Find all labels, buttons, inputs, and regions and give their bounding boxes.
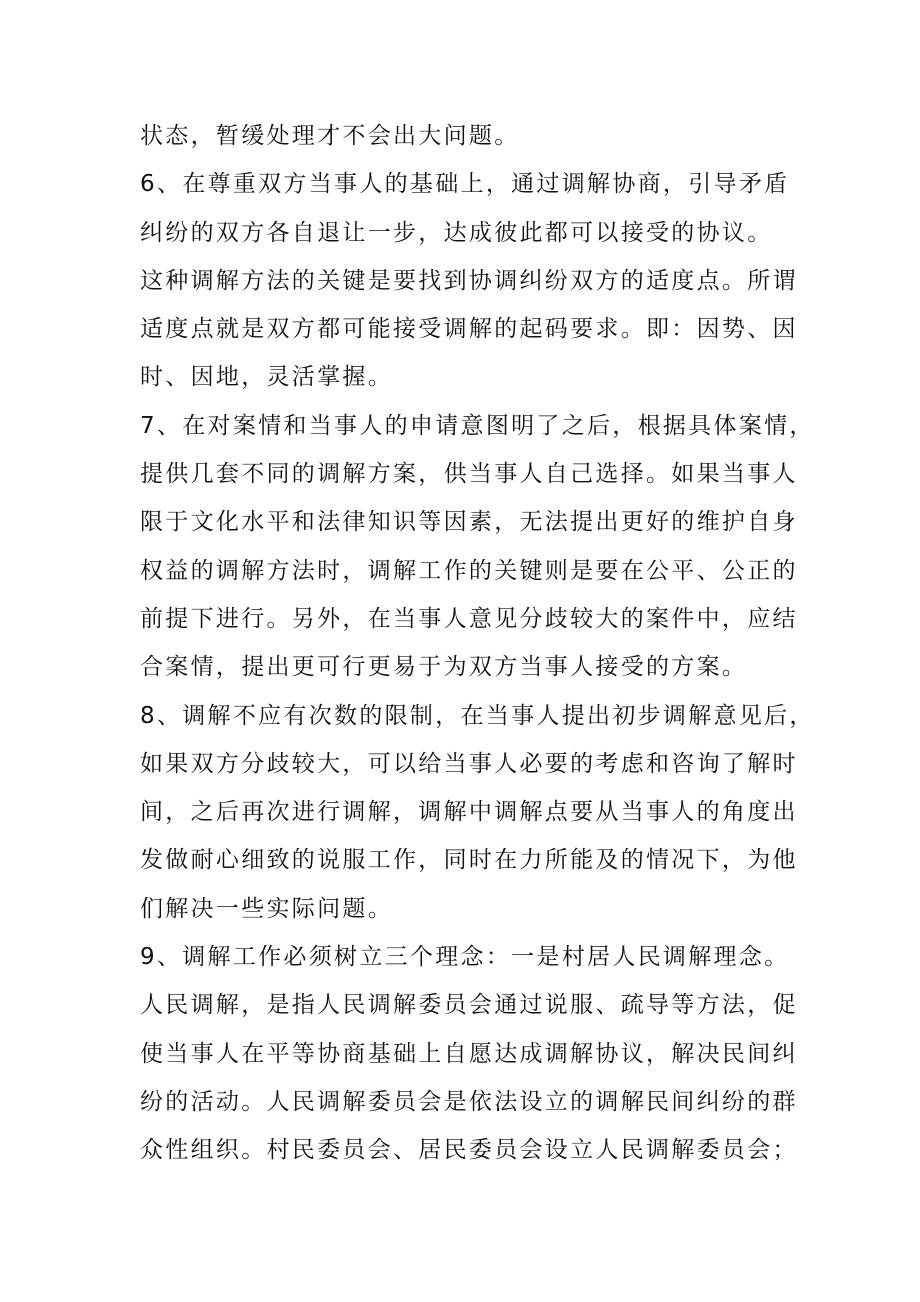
text-line: 这种调解方法的关键是要找到协调纠纷双方的适度点。所谓 — [140, 267, 798, 294]
text-line: 提供几套不同的调解方案，供当事人自己选择。如果当事人 — [140, 461, 798, 488]
text-line: 合案情，提出更可行更易于为双方当事人接受的方案。 — [140, 654, 748, 681]
text-line: 权益的调解方法时，调解工作的关键则是要在公平、公正的 — [140, 557, 798, 584]
text-line: 9、调解工作必须树立三个理念：一是村居人民调解理念。 — [140, 944, 790, 971]
text-line: 限于文化水平和法律知识等因素，无法提出更好的维护自身 — [140, 509, 798, 536]
text-line: 使当事人在平等协商基础上自愿达成调解协议，解决民间纠 — [140, 1040, 798, 1067]
text-line: 适度点就是双方都可能接受调解的起码要求。即：因势、因 — [140, 316, 798, 343]
body-text — [140, 112, 815, 1175]
text-line: 7、在对案情和当事人的申请意图明了之后，根据具体案情， — [140, 412, 815, 439]
text-line: 纠纷的双方各自退让一步，达成彼此都可以接受的协议。 — [140, 219, 773, 246]
text-line: 状态，暂缓处理才不会出大问题。 — [140, 123, 520, 149]
text-line: 6、在尊重双方当事人的基础上，通过调解协商，引导矛盾 — [140, 171, 790, 198]
text-line: 纷的活动。人民调解委员会是依法设立的调解民间纠纷的群 — [140, 1088, 798, 1115]
text-line: 人民调解，是指人民调解委员会通过说服、疏导等方法，促 — [140, 992, 798, 1019]
text-line: 如果双方分歧较大，可以给当事人必要的考虑和咨询了解时 — [140, 750, 798, 777]
text-line: 8、调解不应有次数的限制，在当事人提出初步调解意见后， — [140, 702, 815, 729]
text-line: 发做耐心细致的说服工作，同时在力所能及的情况下，为他 — [140, 847, 798, 874]
text-line: 时、因地，灵活掌握。 — [140, 364, 393, 391]
text-line: 们解决一些实际问题。 — [140, 895, 393, 922]
text-line: 众性组织。村民委员会、居民委员会设立人民调解委员会； — [140, 1137, 798, 1164]
text-line: 间，之后再次进行调解，调解中调解点要从当事人的角度出 — [140, 799, 798, 826]
text-line: 前提下进行。另外，在当事人意见分歧较大的案件中，应结 — [140, 605, 798, 632]
